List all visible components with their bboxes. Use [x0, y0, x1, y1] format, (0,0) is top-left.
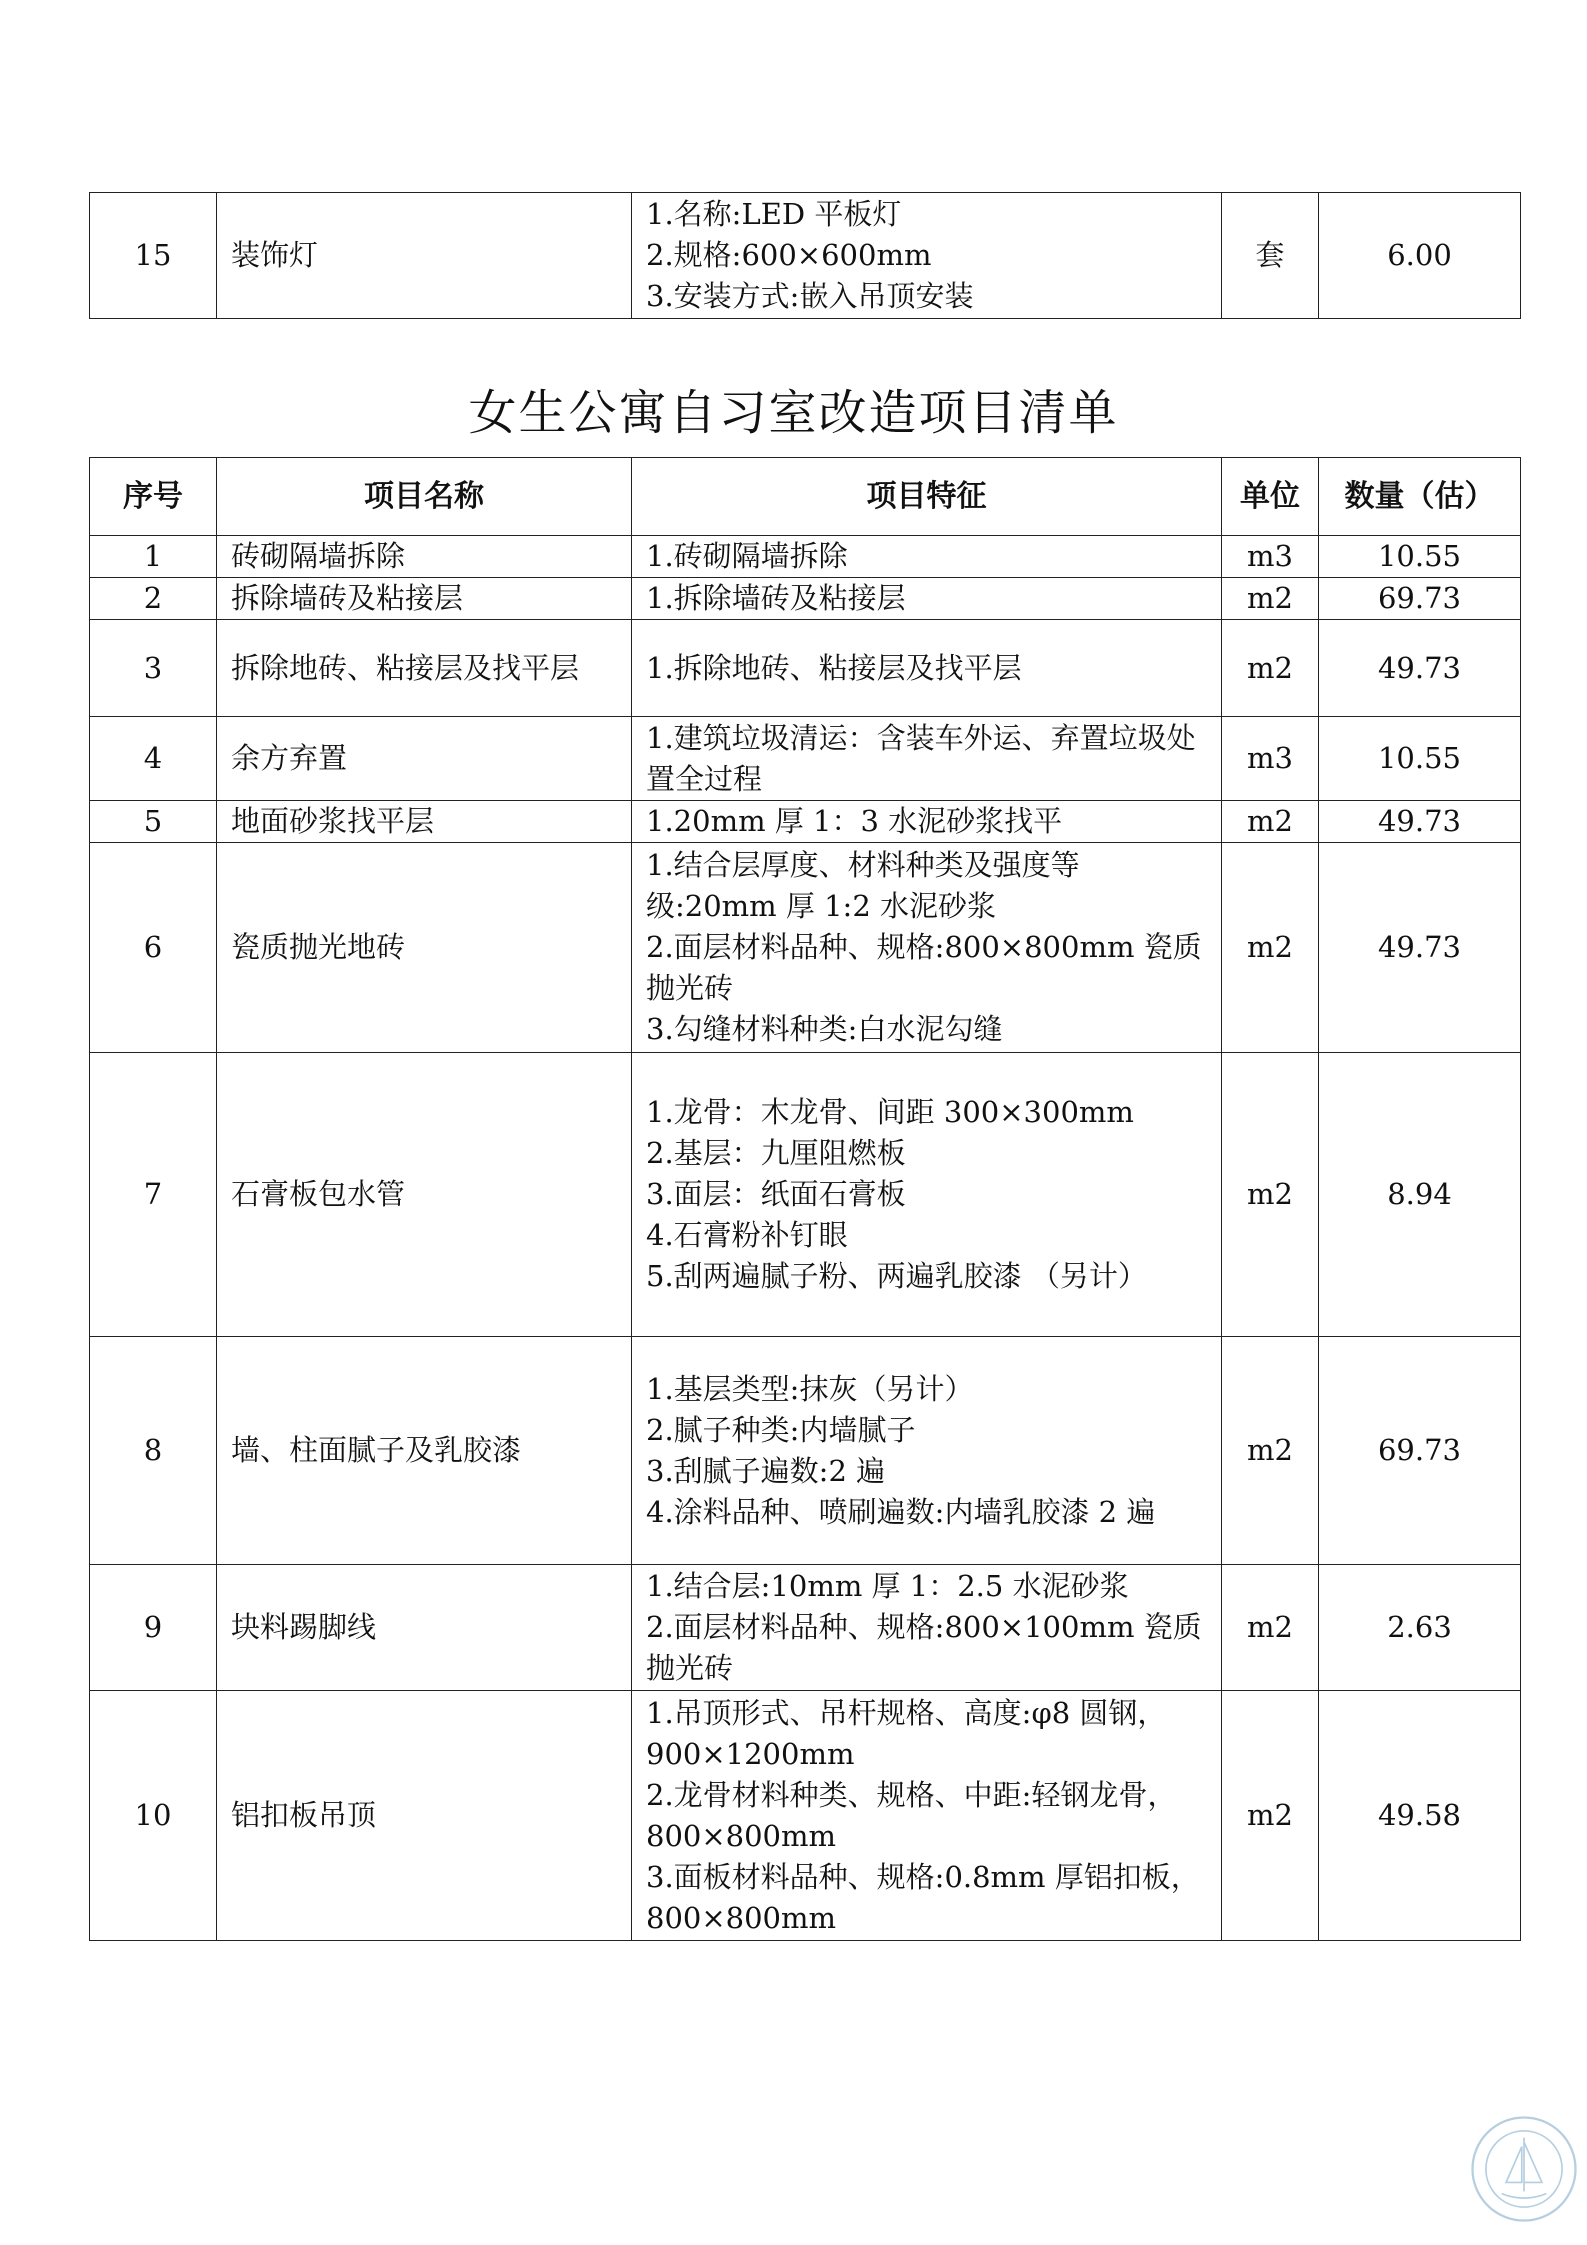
feature-line: 2.基层：九厘阻燃板 — [646, 1136, 906, 1170]
row-name: 石膏板包水管 — [217, 1053, 632, 1337]
feature-line: 1.20mm 厚 1：3 水泥砂浆找平 — [646, 804, 1063, 838]
project-list-table — [89, 457, 1521, 1941]
row-qty: 69.73 — [1319, 1337, 1521, 1565]
table-row — [90, 620, 1521, 717]
page-title: 女生公寓自习室改造项目清单 — [468, 385, 1119, 441]
row-features — [632, 843, 1222, 1053]
row-qty: 49.73 — [1319, 620, 1521, 717]
row-no: 9 — [90, 1565, 217, 1691]
row-name: 余方弃置 — [217, 717, 632, 801]
row-qty: 10.55 — [1319, 536, 1521, 578]
feature-line: 2.腻子种类:内墙腻子 — [646, 1412, 916, 1447]
table-row — [90, 193, 1521, 319]
row-features — [632, 193, 1222, 319]
header-name: 项目名称 — [217, 458, 632, 536]
row-features — [632, 717, 1222, 801]
row-name: 拆除地砖、粘接层及找平层 — [217, 620, 632, 717]
table-row — [90, 1053, 1521, 1337]
row-qty: 6.00 — [1319, 193, 1521, 319]
feature-line: 1.龙骨：木龙骨、间距 300×300mm — [646, 1095, 1134, 1129]
row-qty: 2.63 — [1319, 1565, 1521, 1691]
header-row — [90, 458, 1521, 536]
feature-line: 3.刮腻子遍数:2 遍 — [646, 1453, 886, 1488]
row-features — [632, 578, 1222, 620]
row-unit: m2 — [1222, 578, 1319, 620]
row-no: 2 — [90, 578, 217, 620]
feature-line: 4.石膏粉补钉眼 — [646, 1218, 848, 1252]
row-features — [632, 620, 1222, 717]
table-row — [90, 1337, 1521, 1565]
table-row — [90, 843, 1521, 1053]
row-unit: m3 — [1222, 536, 1319, 578]
feature-line: 3.面层：纸面石膏板 — [646, 1177, 906, 1211]
feature-line: 2.龙骨材料种类、规格、中距:轻钢龙骨，800×800mm — [646, 1777, 1177, 1853]
feature-line: 5.刮两遍腻子粉、两遍乳胶漆 （另计） — [646, 1259, 1147, 1293]
row-unit: m2 — [1222, 1337, 1319, 1565]
header-features: 项目特征 — [632, 458, 1222, 536]
row-unit: m3 — [1222, 717, 1319, 801]
row-unit: m2 — [1222, 1565, 1319, 1691]
row-name: 铝扣板吊顶 — [217, 1691, 632, 1941]
row-name: 地面砂浆找平层 — [217, 801, 632, 843]
row-unit: m2 — [1222, 843, 1319, 1053]
row-name: 块料踢脚线 — [217, 1565, 632, 1691]
row-features — [632, 1337, 1222, 1565]
row-features — [632, 1053, 1222, 1337]
row-no: 4 — [90, 717, 217, 801]
feature-line: 3.面板材料品种、规格:0.8mm 厚铝扣板，800×800mm — [646, 1859, 1200, 1935]
feature-line: 4.涂料品种、喷刷遍数:内墙乳胶漆 2 遍 — [646, 1494, 1156, 1529]
row-qty: 49.73 — [1319, 843, 1521, 1053]
row-no: 6 — [90, 843, 217, 1053]
school-seal-icon — [1468, 2113, 1580, 2225]
feature-line: 1.拆除地砖、粘接层及找平层 — [646, 650, 1022, 685]
feature-line: 2.规格:600×600mm — [646, 238, 932, 272]
feature-line: 1.建筑垃圾清运：含装车外运、弃置垃圾处置全过程 — [646, 720, 1196, 796]
feature-line: 1.拆除墙砖及粘接层 — [646, 581, 906, 615]
feature-line: 1.名称:LED 平板灯 — [646, 197, 902, 231]
row-features — [632, 536, 1222, 578]
row-qty: 49.58 — [1319, 1691, 1521, 1941]
row-name: 拆除墙砖及粘接层 — [217, 578, 632, 620]
table-row — [90, 717, 1521, 801]
feature-line: 2.面层材料品种、规格:800×800mm 瓷质抛光砖 — [646, 930, 1202, 1005]
row-name: 瓷质抛光地砖 — [217, 843, 632, 1053]
header-no: 序号 — [90, 458, 217, 536]
row-unit: m2 — [1222, 1691, 1319, 1941]
row-no: 8 — [90, 1337, 217, 1565]
table-row — [90, 578, 1521, 620]
row-name: 装饰灯 — [217, 193, 632, 319]
header-unit: 单位 — [1222, 458, 1319, 536]
row-unit: 套 — [1222, 193, 1319, 319]
row-no: 10 — [90, 1691, 217, 1941]
feature-line: 3.勾缝材料种类:白水泥勾缝 — [646, 1012, 1003, 1046]
row-unit: m2 — [1222, 1053, 1319, 1337]
table-row — [90, 1691, 1521, 1941]
feature-line: 1.吊顶形式、吊杆规格、高度:φ8 圆钢，900×1200mm — [646, 1695, 1167, 1771]
row-name: 墙、柱面腻子及乳胶漆 — [217, 1337, 632, 1565]
header-qty: 数量（估） — [1319, 458, 1521, 536]
row-no: 15 — [90, 193, 217, 319]
feature-line: 1.基层类型:抹灰（另计） — [646, 1371, 974, 1406]
feature-line: 2.面层材料品种、规格:800×100mm 瓷质抛光砖 — [646, 1610, 1202, 1685]
feature-line: 1.结合层厚度、材料种类及强度等级:20mm 厚 1:2 水泥砂浆 — [646, 848, 1080, 923]
row-no: 3 — [90, 620, 217, 717]
row-no: 7 — [90, 1053, 217, 1337]
row-features — [632, 801, 1222, 843]
row-features — [632, 1691, 1222, 1941]
row-name: 砖砌隔墙拆除 — [217, 536, 632, 578]
feature-line: 1.结合层:10mm 厚 1：2.5 水泥砂浆 — [646, 1569, 1129, 1603]
table-row — [90, 801, 1521, 843]
row-qty: 10.55 — [1319, 717, 1521, 801]
table-row — [90, 1565, 1521, 1691]
feature-line: 3.安装方式:嵌入吊顶安装 — [646, 279, 974, 313]
row-no: 1 — [90, 536, 217, 578]
row-unit: m2 — [1222, 801, 1319, 843]
continued-table — [89, 192, 1521, 319]
table-row — [90, 536, 1521, 578]
row-qty: 69.73 — [1319, 578, 1521, 620]
row-features — [632, 1565, 1222, 1691]
row-no: 5 — [90, 801, 217, 843]
row-qty: 8.94 — [1319, 1053, 1521, 1337]
row-qty: 49.73 — [1319, 801, 1521, 843]
row-unit: m2 — [1222, 620, 1319, 717]
feature-line: 1.砖砌隔墙拆除 — [646, 539, 848, 573]
